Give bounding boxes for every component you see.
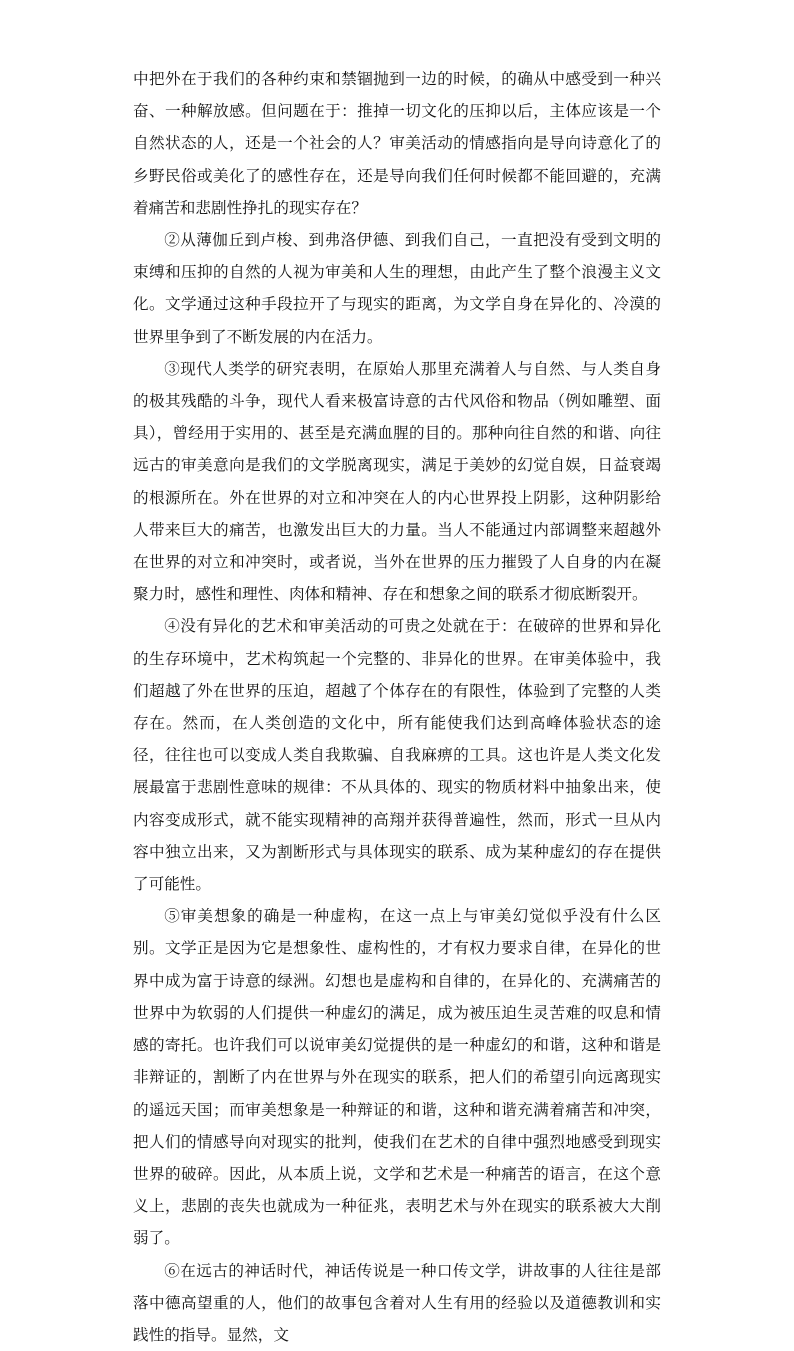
- paragraph-6: ⑥在远古的神话时代，神话传说是一种口传文学，讲故事的人往往是部落中德高望重的人，他们的故事包含着对人生有用的经验以及道德教训和实践性的指导。显然，文: [133, 1261, 661, 1344]
- paragraph-4: ④没有异化的艺术和审美活动的可贵之处就在于：在破碎的世界和异化的生存环境中，艺术构筑起一个完整的、非异化的世界。在审美体验中，我们超越了外在世界的压迫，超越了个体存在的有限性，体验到了完整的人类存在。然而，在人类创造的文化中，所有能使我们达到高峰体验状态的途径，往往也可以变成人类自我欺骗、自我麻痹的工具。这也许是人类文化发展最富于悲剧性意味的规律：不从具体的、现实的物质材料中抽象出来，使内容变成形式，就不能实现精神的高翔并获得普遍性，然而，形式一旦从内容中独立出来，又为割断形式与具体现实的联系、成为某种虚幻的存在提供了可能性。: [133, 617, 661, 894]
- paragraph-2: ②从薄伽丘到卢梭、到弗洛伊德、到我们自己，一直把没有受到文明的束缚和压抑的自然的人视为审美和人生的理想，由此产生了整个浪漫主义文化。文学通过这种手段拉开了与现实的距离，为文学自身在异化的、冷漠的世界里争到了不断发展的内在活力。: [133, 231, 661, 346]
- paragraph-3: ③现代人类学的研究表明，在原始人那里充满着人与自然、与人类自身的极其残酷的斗争，现代人看来极富诗意的古代风俗和物品（例如雕塑、面具），曾经用于实用的、甚至是充满血腥的目的。那种向往自然的和谐、向往远古的审美意向是我们的文学脱离现实，满足于美妙的幻觉自娱，日益衰竭的根源所在。外在世界的对立和冲突在人的内心世界投上阴影，这种阴影给人带来巨大的痛苦，也激发出巨大的力量。当人不能通过内部调整来超越外在世界的对立和冲突时，或者说，当外在世界的压力摧毁了人自身的内在凝聚力时，感性和理性、肉体和精神、存在和想象之间的联系才彻底断裂开。: [133, 359, 661, 604]
- paragraph-5: ⑤审美想象的确是一种虚构，在这一点上与审美幻觉似乎没有什么区别。文学正是因为它是想象性、虚构性的，才有权力要求自律，在异化的世界中成为富于诗意的绿洲。幻想也是虚构和自律的，在异化的、充满痛苦的世界中为软弱的人们提供一种虚幻的满足，成为被压迫生灵苦难的叹息和情感的寄托。也许我们可以说审美幻觉提供的是一种虚幻的和谐，这种和谐是非辩证的，割断了内在世界与外在现实的联系，把人们的希望引向远离现实的遥远天国；而审美想象是一种辩证的和谐，这种和谐充满着痛苦和冲突，把人们的情感导向对现实的批判，使我们在艺术的自律中强烈地感受到现实世界的破碎。因此，从本质上说，文学和艺术是一种痛苦的语言，在这个意义上，悲剧的丧失也就成为一种征兆，表明艺术与外在现实的联系被大大削弱了。: [133, 907, 661, 1248]
- document-page: [133, 63, 661, 1351]
- paragraph-1: 中把外在于我们的各种约束和禁锢抛到一边的时候，的确从中感受到一种兴奋、一种解放感。但问题在于：推掉一切文化的压抑以后，主体应该是一个自然状态的人，还是一个社会的人？审美活动的情感指向是导向诗意化了的乡野民俗或美化了的感性存在，还是导向我们任何时候都不能回避的，充满着痛苦和悲剧性挣扎的现实存在？: [133, 70, 661, 217]
